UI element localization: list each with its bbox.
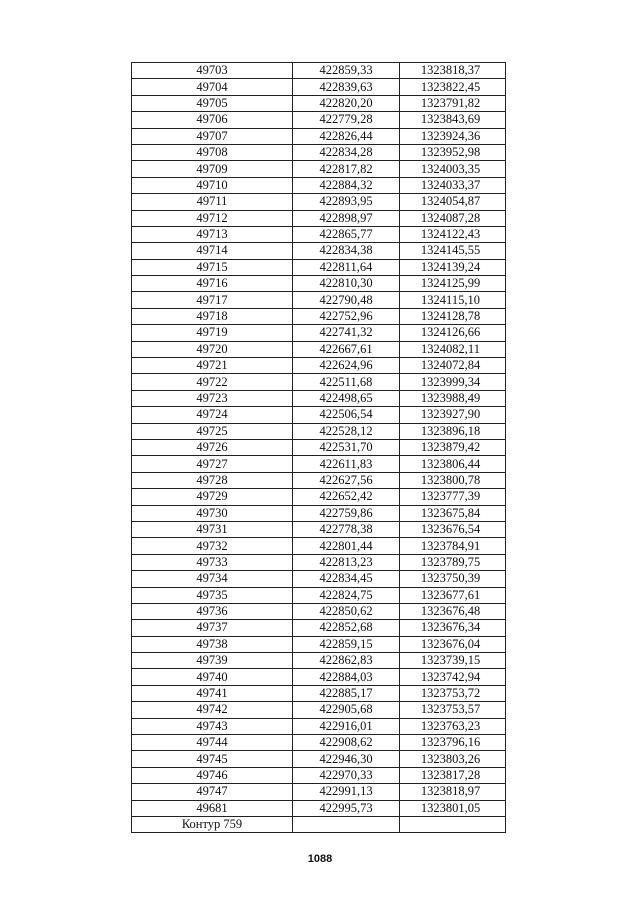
x-coordinate-cell: 422811,64 xyxy=(293,259,400,275)
table-row xyxy=(132,226,506,242)
y-coordinate-cell: 1324115,10 xyxy=(400,292,506,308)
coordinates-table xyxy=(131,62,506,833)
point-id-cell: 49703 xyxy=(132,63,293,79)
y-coordinate-cell: 1323924,36 xyxy=(400,128,506,144)
x-coordinate-cell: 422801,44 xyxy=(293,538,400,554)
y-coordinate-cell: 1323800,78 xyxy=(400,472,506,488)
table-row xyxy=(132,407,506,423)
y-coordinate-cell: 1323791,82 xyxy=(400,95,506,111)
y-coordinate-cell: 1324033,37 xyxy=(400,177,506,193)
table-row xyxy=(132,472,506,488)
point-id-cell: 49719 xyxy=(132,325,293,341)
point-id-cell: 49709 xyxy=(132,161,293,177)
point-id-cell: 49710 xyxy=(132,177,293,193)
y-coordinate-cell: 1323817,28 xyxy=(400,767,506,783)
y-coordinate-cell: 1323677,61 xyxy=(400,587,506,603)
table-row xyxy=(132,374,506,390)
point-id-cell: Контур 759 xyxy=(132,816,293,832)
y-coordinate-cell: 1323676,54 xyxy=(400,521,506,537)
table-row xyxy=(132,358,506,374)
y-coordinate-cell: 1323676,48 xyxy=(400,603,506,619)
table-row xyxy=(132,325,506,341)
point-id-cell: 49742 xyxy=(132,702,293,718)
x-coordinate-cell: 422778,38 xyxy=(293,521,400,537)
x-coordinate-cell: 422531,70 xyxy=(293,439,400,455)
point-id-cell: 49734 xyxy=(132,571,293,587)
table-row xyxy=(132,521,506,537)
table-row xyxy=(132,751,506,767)
y-coordinate-cell: 1324082,11 xyxy=(400,341,506,357)
x-coordinate-cell: 422946,30 xyxy=(293,751,400,767)
x-coordinate-cell: 422884,03 xyxy=(293,669,400,685)
x-coordinate-cell: 422991,13 xyxy=(293,784,400,800)
y-coordinate-cell: 1323753,57 xyxy=(400,702,506,718)
point-id-cell: 49713 xyxy=(132,226,293,242)
table-row xyxy=(132,95,506,111)
point-id-cell: 49741 xyxy=(132,685,293,701)
y-coordinate-cell: 1323675,84 xyxy=(400,505,506,521)
x-coordinate-cell: 422810,30 xyxy=(293,276,400,292)
table-row xyxy=(132,718,506,734)
table-row xyxy=(132,243,506,259)
table-row xyxy=(132,439,506,455)
x-coordinate-cell: 422611,83 xyxy=(293,456,400,472)
table-row xyxy=(132,144,506,160)
x-coordinate-cell: 422995,73 xyxy=(293,800,400,816)
y-coordinate-cell: 1323879,42 xyxy=(400,439,506,455)
y-coordinate-cell: 1324003,35 xyxy=(400,161,506,177)
table-row xyxy=(132,341,506,357)
point-id-cell: 49715 xyxy=(132,259,293,275)
y-coordinate-cell: 1324087,28 xyxy=(400,210,506,226)
x-coordinate-cell: 422752,96 xyxy=(293,308,400,324)
y-coordinate-cell: 1323896,18 xyxy=(400,423,506,439)
point-id-cell: 49733 xyxy=(132,554,293,570)
y-coordinate-cell: 1323806,44 xyxy=(400,456,506,472)
point-id-cell: 49731 xyxy=(132,521,293,537)
table-row xyxy=(132,194,506,210)
point-id-cell: 49722 xyxy=(132,374,293,390)
y-coordinate-cell: 1323763,23 xyxy=(400,718,506,734)
x-coordinate-cell: 422627,56 xyxy=(293,472,400,488)
table-row xyxy=(132,538,506,554)
point-id-cell: 49714 xyxy=(132,243,293,259)
y-coordinate-cell: 1323750,39 xyxy=(400,571,506,587)
table-row xyxy=(132,259,506,275)
table-row xyxy=(132,800,506,816)
x-coordinate-cell: 422834,28 xyxy=(293,144,400,160)
point-id-cell: 49718 xyxy=(132,308,293,324)
table-row xyxy=(132,161,506,177)
x-coordinate-cell: 422652,42 xyxy=(293,489,400,505)
y-coordinate-cell: 1323753,72 xyxy=(400,685,506,701)
point-id-cell: 49723 xyxy=(132,390,293,406)
table-row xyxy=(132,554,506,570)
x-coordinate-cell: 422667,61 xyxy=(293,341,400,357)
y-coordinate-cell: 1323801,05 xyxy=(400,800,506,816)
x-coordinate-cell: 422790,48 xyxy=(293,292,400,308)
x-coordinate-cell: 422817,82 xyxy=(293,161,400,177)
table-row xyxy=(132,702,506,718)
y-coordinate-cell: 1323676,04 xyxy=(400,636,506,652)
x-coordinate-cell: 422970,33 xyxy=(293,767,400,783)
table-row xyxy=(132,816,506,832)
table-row xyxy=(132,505,506,521)
x-coordinate-cell: 422905,68 xyxy=(293,702,400,718)
table-row xyxy=(132,685,506,701)
x-coordinate-cell: 422916,01 xyxy=(293,718,400,734)
x-coordinate-cell: 422741,32 xyxy=(293,325,400,341)
table-row xyxy=(132,112,506,128)
table-row xyxy=(132,308,506,324)
y-coordinate-cell xyxy=(400,816,506,832)
coordinates-table-body xyxy=(132,63,506,833)
point-id-cell: 49737 xyxy=(132,620,293,636)
x-coordinate-cell: 422824,75 xyxy=(293,587,400,603)
point-id-cell: 49704 xyxy=(132,79,293,95)
x-coordinate-cell: 422506,54 xyxy=(293,407,400,423)
x-coordinate-cell: 422624,96 xyxy=(293,358,400,374)
y-coordinate-cell: 1323822,45 xyxy=(400,79,506,95)
table-row xyxy=(132,210,506,226)
table-row xyxy=(132,177,506,193)
x-coordinate-cell: 422862,83 xyxy=(293,653,400,669)
table-row xyxy=(132,79,506,95)
point-id-cell: 49707 xyxy=(132,128,293,144)
table-row xyxy=(132,636,506,652)
x-coordinate-cell: 422759,86 xyxy=(293,505,400,521)
y-coordinate-cell: 1324128,78 xyxy=(400,308,506,324)
y-coordinate-cell: 1323952,98 xyxy=(400,144,506,160)
point-id-cell: 49747 xyxy=(132,784,293,800)
table-row xyxy=(132,456,506,472)
y-coordinate-cell: 1323796,16 xyxy=(400,735,506,751)
y-coordinate-cell: 1324054,87 xyxy=(400,194,506,210)
x-coordinate-cell: 422834,38 xyxy=(293,243,400,259)
x-coordinate-cell: 422834,45 xyxy=(293,571,400,587)
x-coordinate-cell xyxy=(293,816,400,832)
x-coordinate-cell: 422852,68 xyxy=(293,620,400,636)
y-coordinate-cell: 1323803,26 xyxy=(400,751,506,767)
point-id-cell: 49744 xyxy=(132,735,293,751)
point-id-cell: 49745 xyxy=(132,751,293,767)
table-row xyxy=(132,63,506,79)
table-row xyxy=(132,669,506,685)
table-row xyxy=(132,653,506,669)
point-id-cell: 49740 xyxy=(132,669,293,685)
point-id-cell: 49735 xyxy=(132,587,293,603)
x-coordinate-cell: 422898,97 xyxy=(293,210,400,226)
x-coordinate-cell: 422893,95 xyxy=(293,194,400,210)
point-id-cell: 49743 xyxy=(132,718,293,734)
page-number: 1088 xyxy=(307,853,333,865)
table-row xyxy=(132,784,506,800)
point-id-cell: 49746 xyxy=(132,767,293,783)
point-id-cell: 49738 xyxy=(132,636,293,652)
x-coordinate-cell: 422850,62 xyxy=(293,603,400,619)
point-id-cell: 49706 xyxy=(132,112,293,128)
y-coordinate-cell: 1323927,90 xyxy=(400,407,506,423)
point-id-cell: 49728 xyxy=(132,472,293,488)
point-id-cell: 49725 xyxy=(132,423,293,439)
table-row xyxy=(132,128,506,144)
table-row xyxy=(132,390,506,406)
point-id-cell: 49708 xyxy=(132,144,293,160)
y-coordinate-cell: 1323818,97 xyxy=(400,784,506,800)
point-id-cell: 49716 xyxy=(132,276,293,292)
point-id-cell: 49705 xyxy=(132,95,293,111)
x-coordinate-cell: 422826,44 xyxy=(293,128,400,144)
y-coordinate-cell: 1324072,84 xyxy=(400,358,506,374)
x-coordinate-cell: 422865,77 xyxy=(293,226,400,242)
y-coordinate-cell: 1323818,37 xyxy=(400,63,506,79)
y-coordinate-cell: 1324145,55 xyxy=(400,243,506,259)
point-id-cell: 49711 xyxy=(132,194,293,210)
point-id-cell: 49730 xyxy=(132,505,293,521)
x-coordinate-cell: 422885,17 xyxy=(293,685,400,701)
table-row xyxy=(132,603,506,619)
point-id-cell: 49724 xyxy=(132,407,293,423)
x-coordinate-cell: 422839,63 xyxy=(293,79,400,95)
y-coordinate-cell: 1323742,94 xyxy=(400,669,506,685)
y-coordinate-cell: 1324125,99 xyxy=(400,276,506,292)
table-row xyxy=(132,620,506,636)
point-id-cell: 49732 xyxy=(132,538,293,554)
x-coordinate-cell: 422908,62 xyxy=(293,735,400,751)
x-coordinate-cell: 422884,32 xyxy=(293,177,400,193)
point-id-cell: 49726 xyxy=(132,439,293,455)
point-id-cell: 49681 xyxy=(132,800,293,816)
point-id-cell: 49720 xyxy=(132,341,293,357)
point-id-cell: 49721 xyxy=(132,358,293,374)
table-row xyxy=(132,276,506,292)
y-coordinate-cell: 1323988,49 xyxy=(400,390,506,406)
x-coordinate-cell: 422859,33 xyxy=(293,63,400,79)
point-id-cell: 49729 xyxy=(132,489,293,505)
y-coordinate-cell: 1323999,34 xyxy=(400,374,506,390)
table-row xyxy=(132,735,506,751)
y-coordinate-cell: 1323784,91 xyxy=(400,538,506,554)
point-id-cell: 49736 xyxy=(132,603,293,619)
table-row xyxy=(132,767,506,783)
y-coordinate-cell: 1323676,34 xyxy=(400,620,506,636)
table-row xyxy=(132,587,506,603)
point-id-cell: 49739 xyxy=(132,653,293,669)
x-coordinate-cell: 422498,65 xyxy=(293,390,400,406)
table-row xyxy=(132,292,506,308)
y-coordinate-cell: 1324122,43 xyxy=(400,226,506,242)
x-coordinate-cell: 422813,23 xyxy=(293,554,400,570)
table-row xyxy=(132,571,506,587)
y-coordinate-cell: 1324139,24 xyxy=(400,259,506,275)
table-row xyxy=(132,423,506,439)
x-coordinate-cell: 422511,68 xyxy=(293,374,400,390)
point-id-cell: 49727 xyxy=(132,456,293,472)
y-coordinate-cell: 1323789,75 xyxy=(400,554,506,570)
y-coordinate-cell: 1323843,69 xyxy=(400,112,506,128)
point-id-cell: 49712 xyxy=(132,210,293,226)
x-coordinate-cell: 422528,12 xyxy=(293,423,400,439)
x-coordinate-cell: 422820,20 xyxy=(293,95,400,111)
y-coordinate-cell: 1323777,39 xyxy=(400,489,506,505)
x-coordinate-cell: 422859,15 xyxy=(293,636,400,652)
table-row xyxy=(132,489,506,505)
point-id-cell: 49717 xyxy=(132,292,293,308)
y-coordinate-cell: 1323739,15 xyxy=(400,653,506,669)
x-coordinate-cell: 422779,28 xyxy=(293,112,400,128)
y-coordinate-cell: 1324126,66 xyxy=(400,325,506,341)
